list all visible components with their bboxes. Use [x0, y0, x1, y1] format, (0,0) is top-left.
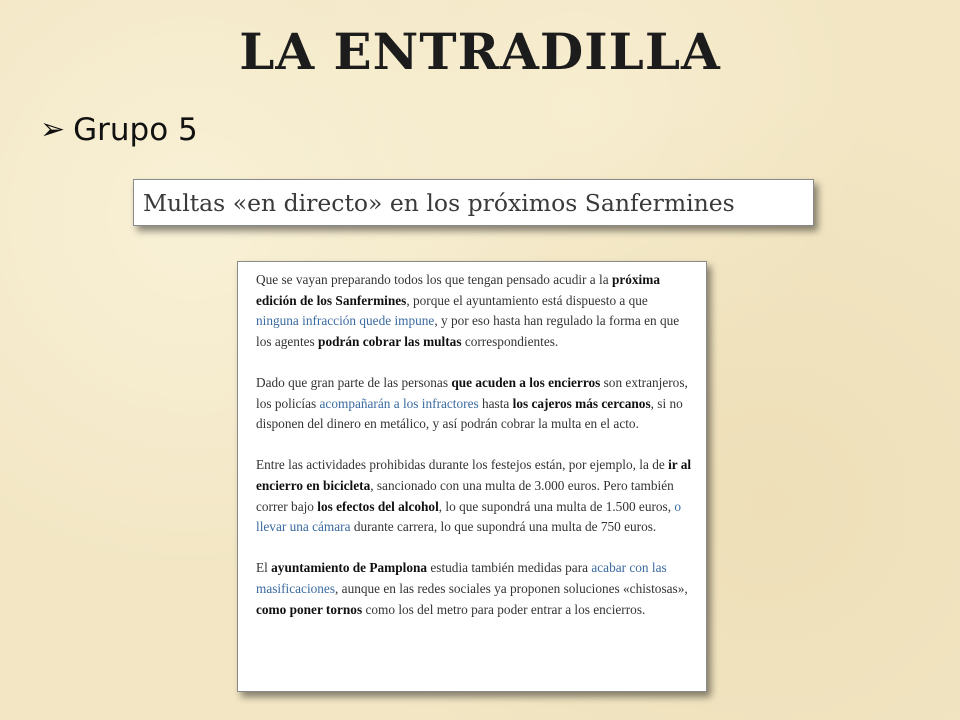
article-link[interactable]: acompañarán a los infractores [319, 395, 479, 411]
article-link[interactable]: o llevar una cámara [256, 498, 682, 535]
article-text: Que se vayan preparando todos los que tengan pensado acudir a la [256, 272, 612, 287]
article-text: Dado que gran parte de las personas [256, 374, 452, 390]
article-paragraph [256, 455, 692, 537]
bold-text: los cajeros más cercanos [512, 395, 651, 411]
article-text: , lo que supondrá una multa de 1.500 euros, [438, 498, 675, 514]
bold-text: próxima edición de los Sanfermines [256, 272, 660, 308]
article-paragraph [256, 558, 692, 620]
article-text: , y por eso hasta han regulado la forma en que los agentes [256, 313, 680, 349]
article-text: correspondientes. [461, 333, 559, 349]
bold-text: los efectos del alcohol [317, 498, 439, 514]
article-text: durante carrera, lo que supondrá una multa de 750 euros. [350, 519, 657, 535]
bold-text: ayuntamiento de Pamplona [271, 560, 428, 576]
arrow-bullet-icon: ➢ [40, 112, 66, 147]
headline-text: Multas «en directo» en los próximos Sanfermines [143, 188, 735, 217]
slide-title: LA ENTRADILLA [239, 22, 721, 81]
bold-text: como poner tornos [256, 601, 363, 617]
article-text: , si no disponen del dinero en metálico, y así podrán cobrar la multa en el acto. [256, 395, 683, 432]
bold-text: podrán cobrar las multas [318, 333, 462, 349]
bullet-item [40, 112, 198, 148]
article-paragraph [256, 270, 692, 352]
headline-image [133, 179, 814, 226]
article-link[interactable]: acabar con las masificaciones [256, 560, 667, 596]
article-link[interactable]: ninguna infracción quede impune [256, 313, 435, 329]
article-text: , sancionado con una multa de 3.000 euros. Pero también correr bajo [256, 477, 674, 514]
article-text: hasta [478, 395, 513, 411]
article-paragraph [256, 373, 692, 435]
article-excerpt [237, 261, 707, 692]
bullet-text: Grupo 5 [73, 112, 198, 148]
bold-text: ir al encierro en bicicleta [256, 457, 692, 493]
article-text: Entre las actividades prohibidas durante los festejos están, por ejemplo, la de [256, 457, 669, 473]
article-text: estudia también medidas para [427, 560, 592, 576]
article-text: El [256, 560, 272, 576]
article-text: como los del metro para poder entrar a los encierros. [362, 601, 646, 617]
article-text: son extranjeros, los policías [256, 374, 688, 411]
article-text: , porque el ayuntamiento está dispuesto a que [406, 292, 648, 308]
bold-text: que acuden a los encierros [451, 374, 601, 390]
article-text: , aunque en las redes sociales ya proponen soluciones «chistosas», [335, 580, 688, 596]
